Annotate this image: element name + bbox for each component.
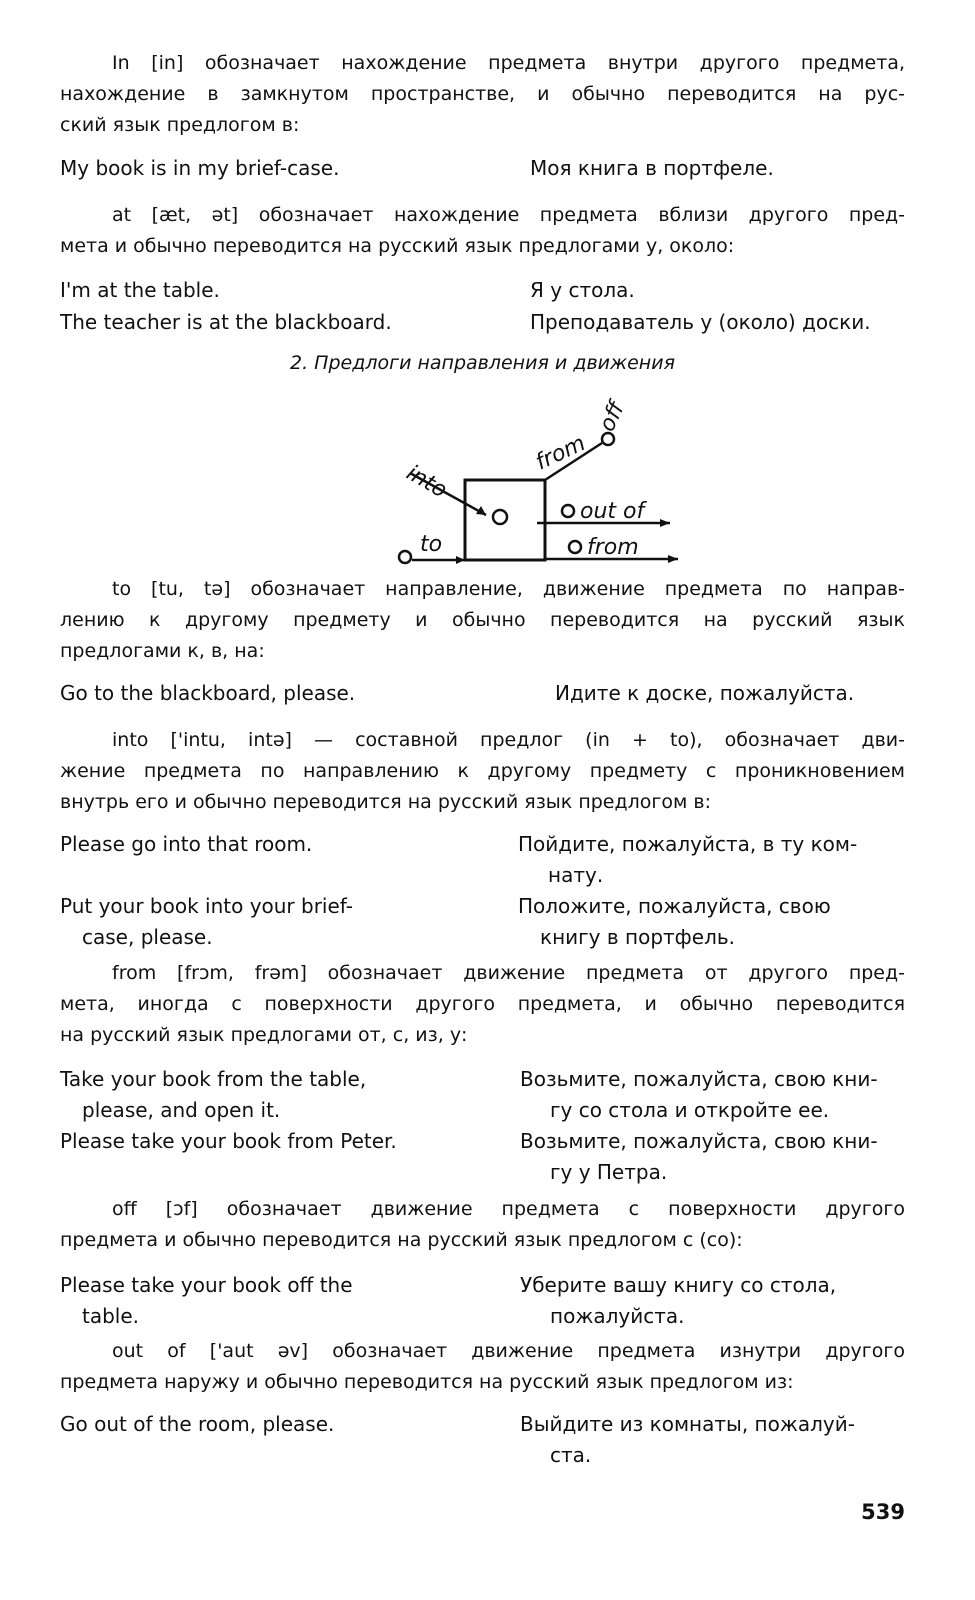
example-russian [518,829,893,891]
page-number: 539 [861,1500,905,1524]
text-line: внутрь его и обычно переводится на русский язык предлогом в: [60,791,711,813]
ru-line: Положите, пожалуйста, свою [518,894,831,918]
ru-line: ста. [550,1443,592,1467]
text-line: to [tu, tə] обозначает направление, движение предмета по направ- [112,578,905,600]
label-from-bottom: from [587,535,639,560]
text-line: into ['intu, intə] — составной предлог (in + to), обозначает дви- [112,729,905,751]
example-russian: Моя книга в портфеле. [530,156,774,180]
example-russian [520,1064,895,1126]
paragraph-off [60,1194,905,1256]
text-line: предлогами к, в, на: [60,640,265,662]
text-line: жение предмета по направлению к другому предмету с проникновением [60,760,905,782]
text-line: предмета и обычно переводится на русский язык предлогом с (со): [60,1229,743,1251]
label-off: off [594,398,630,436]
example-russian [520,1409,895,1471]
example-russian: Идите к доске, пожалуйста. [555,681,855,705]
paragraph-from [60,958,905,1051]
diagram-object [493,510,507,524]
paragraph-to [60,574,905,667]
label-from-top: from [531,430,590,476]
en-line: please, and open it. [82,1098,281,1122]
example-english: Go to the blackboard, please. [60,681,356,705]
example-english: The teacher is at the blackboard. [60,310,392,334]
text-line: from [frɔm, frəm] обозначает движение предмета от другого пред- [112,962,905,984]
text-line: off [ɔf] обозначает движение предмета с поверхности другого [112,1198,905,1220]
ru-line: нату. [548,863,604,887]
example-russian [520,1126,895,1188]
ru-line: Уберите вашу книгу со стола, [520,1273,837,1297]
ru-line: пожалуйста. [550,1304,685,1328]
text-line: ский язык предлогом в: [60,114,300,136]
section-heading: 2. Предлоги направления и движения [289,352,676,374]
paragraph-at [60,200,905,262]
prepositions-diagram [390,395,690,575]
example-english [60,1064,480,1126]
text-line: out of ['aut əv] обозначает движение предмета изнутри другого [112,1340,905,1362]
example-english: I'm at the table. [60,278,220,302]
ru-line: Пойдите, пожалуйста, в ту ком- [518,832,858,856]
label-to: to [420,532,443,557]
text-line: In [in] обозначает нахождение предмета внутри другого предмета, [112,52,905,74]
ru-line: Возьмите, пожалуйста, свою кни- [520,1129,878,1153]
example-russian [520,1270,895,1332]
example-english [60,1270,480,1332]
example-english: Please take your book from Peter. [60,1129,397,1153]
example-english: My book is in my brief-case. [60,156,340,180]
en-line: table. [82,1304,140,1328]
example-english [60,891,480,953]
ru-line: гу у Петра. [550,1160,668,1184]
example-russian: Преподаватель у (около) доски. [530,310,871,334]
example-russian: Я у стола. [530,278,635,302]
text-line: at [æt, ət] обозначает нахождение предмета вблизи другого пред- [112,204,905,226]
text-line: предмета наружу и обычно переводится на русский язык предлогом из: [60,1371,794,1393]
text-line: на русский язык предлогами от, с, из, у: [60,1024,468,1046]
text-line: мета и обычно переводится на русский язык предлогами у, около: [60,235,735,257]
example-russian [518,891,893,953]
ru-line: гу со стола и откройте ее. [550,1098,830,1122]
paragraph-out-of [60,1336,905,1398]
label-into: into [402,460,452,504]
en-line: Please take your book off the [60,1273,353,1297]
paragraph-in [60,48,905,141]
paragraph-into [60,725,905,818]
en-line: case, please. [82,925,213,949]
ru-line: книгу в портфель. [540,925,735,949]
en-line: Put your book into your brief- [60,894,353,918]
text-line: нахождение в замкнутом пространстве, и обычно переводится на рус- [60,83,905,105]
example-english: Please go into that room. [60,832,313,856]
example-english: Go out of the room, please. [60,1412,335,1436]
ru-line: Выйдите из комнаты, пожалуй- [520,1412,855,1436]
label-out-of: out of [580,499,645,524]
text-line: лению к другому предмету и обычно переводится на русский язык [60,609,905,631]
en-line: Take your book from the table, [60,1067,367,1091]
text-line: мета, иногда с поверхности другого предмета, и обычно переводится [60,993,905,1015]
ru-line: Возьмите, пожалуйста, свою кни- [520,1067,878,1091]
textbook-page [60,0,905,1600]
